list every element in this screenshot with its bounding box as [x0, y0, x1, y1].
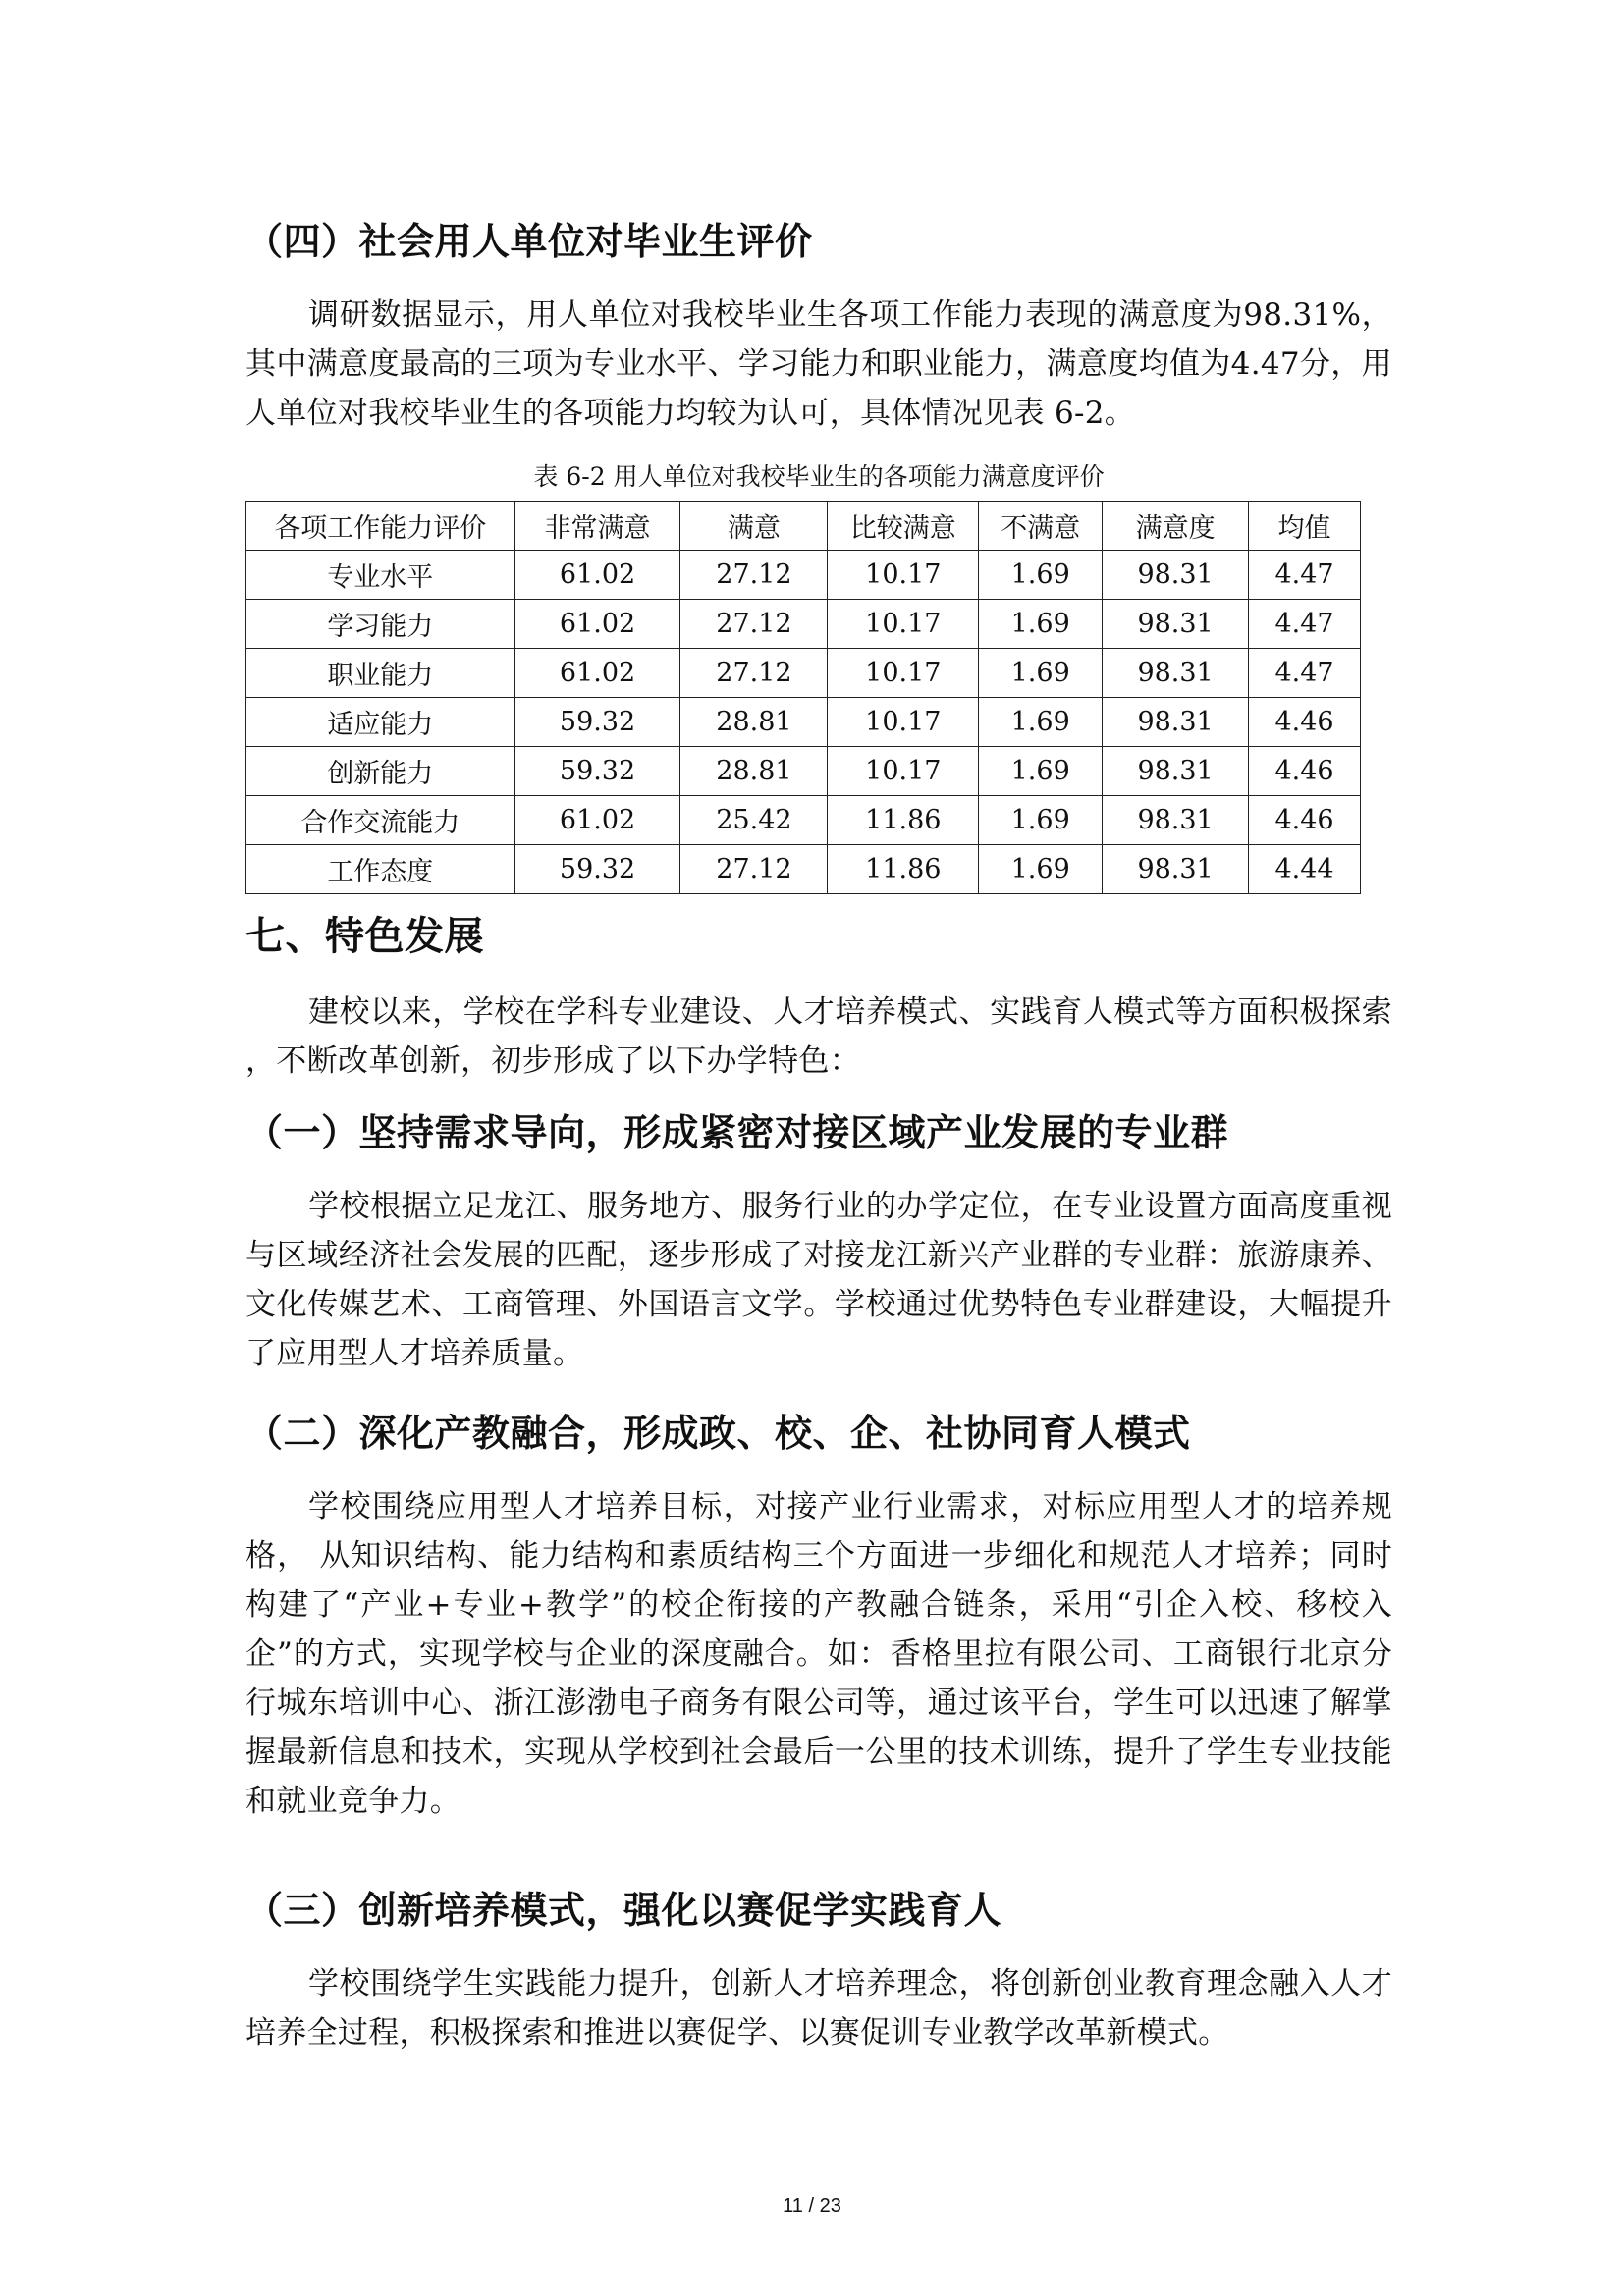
table-cell: 61.02: [514, 796, 680, 845]
table-cell: 4.47: [1249, 600, 1361, 649]
table-cell: 4.47: [1249, 649, 1361, 698]
subsection-2-paragraph: 学校围绕应用型人才培养目标，对接产业行业需求，对标应用型人才的培养规格， 从知识结构、能力结构和素质结构三个方面进一步细化和规范人才培养；同时构建了“产业+专业+教学”的校企衔接的产教融合链条，采用“引企入校、移校入企”的方式，实现学校与企业的深度融合。如：香格里拉有限公司、工商银行北京分行城东培训中心、浙江澎渤电子商务有限公司等，通过该平台，学生可以迅速了解掌握最新信息和技术，实现从学校到社会最后一公里的技术训练，提升了学生专业技能和就业竞争力。: [245, 1489, 1392, 1819]
section-7-heading: 七、特色发展: [245, 914, 484, 959]
table-caption: 表 6-2 用人单位对我校毕业生的各项能力满意度评价: [533, 462, 1105, 491]
table-cell: 27.12: [680, 649, 828, 698]
subsection-3-paragraph: 学校围绕学生实践能力提升，创新人才培养理念，将创新创业教育理念融入人才 培养全过程，积极探索和推进以赛促学、以赛促训专业教学改革新模式。: [245, 1966, 1392, 2051]
table-cell: 98.31: [1103, 747, 1249, 796]
table-cell: 10.17: [828, 600, 979, 649]
subsection-2-heading: （二）深化产教融合，形成政、校、企、社协同育人模式: [245, 1412, 1191, 1455]
table-cell: 98.31: [1103, 698, 1249, 747]
table-row: [246, 600, 1361, 649]
table-cell: 1.69: [979, 845, 1103, 894]
table-cell: 98.31: [1103, 600, 1249, 649]
subsection-1-paragraph: 学校根据立足龙江、服务地方、服务行业的办学定位，在专业设置方面高度重视与区域经济社会发展的匹配，逐步形成了对接龙江新兴产业群的专业群：旅游康养、文化传媒艺术、工商管理、外国语言文学。学校通过优势特色专业群建设，大幅提升了应用型人才培养质量。: [245, 1189, 1392, 1371]
table-cell: 4.46: [1249, 698, 1361, 747]
table-cell: 61.02: [514, 600, 680, 649]
table-cell: 学习能力: [246, 600, 515, 649]
table-cell: 10.17: [828, 698, 979, 747]
table-cell: 1.69: [979, 600, 1103, 649]
table-cell: 工作态度: [246, 845, 515, 894]
table-cell: 27.12: [680, 845, 828, 894]
table-cell: 适应能力: [246, 698, 515, 747]
table-cell: 合作交流能力: [246, 796, 515, 845]
table-cell: 4.46: [1249, 747, 1361, 796]
section-4-paragraph: 调研数据显示，用人单位对我校毕业生各项工作能力表现的满意度为98.31%，其中满意度最高的三项为专业水平、学习能力和职业能力，满意度均值为4.47分，用人单位对我校毕业生的各项能力均较为认可，具体情况见表 6-2。: [245, 297, 1392, 431]
satisfaction-table: [245, 501, 1361, 894]
header-cell: 各项工作能力评价: [246, 502, 515, 551]
table-cell: 1.69: [979, 551, 1103, 600]
table-row: [246, 551, 1361, 600]
table-cell: 10.17: [828, 649, 979, 698]
header-cell: 均值: [1249, 502, 1361, 551]
table-cell: 27.12: [680, 551, 828, 600]
section-4-heading: （四）社会用人单位对毕业生评价: [245, 220, 813, 263]
table-cell: 1.69: [979, 698, 1103, 747]
table-cell: 11.86: [828, 845, 979, 894]
table-row: [246, 698, 1361, 747]
table-cell: 59.32: [514, 845, 680, 894]
table-row: [246, 845, 1361, 894]
table-cell: 59.32: [514, 747, 680, 796]
table-cell: 28.81: [680, 698, 828, 747]
table-header-row: [246, 502, 1361, 551]
table-row: [246, 649, 1361, 698]
table-cell: 98.31: [1103, 649, 1249, 698]
subsection-1-heading: （一）坚持需求导向，形成紧密对接区域产业发展的专业群: [245, 1111, 1229, 1154]
table-cell: 28.81: [680, 747, 828, 796]
header-cell: 非常满意: [514, 502, 680, 551]
table-cell: 27.12: [680, 600, 828, 649]
table-cell: 1.69: [979, 796, 1103, 845]
table-cell: 59.32: [514, 698, 680, 747]
section-7-paragraph: 建校以来，学校在学科专业建设、人才培养模式、实践育人模式等方面积极探索 ，不断改革创新，初步形成了以下办学特色：: [245, 994, 1392, 1079]
table-cell: 1.69: [979, 747, 1103, 796]
table-cell: 创新能力: [246, 747, 515, 796]
table-cell: 4.46: [1249, 796, 1361, 845]
table-cell: 98.31: [1103, 796, 1249, 845]
table-cell: 98.31: [1103, 551, 1249, 600]
table-cell: 4.47: [1249, 551, 1361, 600]
table-cell: 1.69: [979, 649, 1103, 698]
table-cell: 专业水平: [246, 551, 515, 600]
table-cell: 10.17: [828, 747, 979, 796]
table-row: [246, 747, 1361, 796]
table-cell: 61.02: [514, 551, 680, 600]
table-row: [246, 796, 1361, 845]
header-cell: 比较满意: [828, 502, 979, 551]
table-cell: 98.31: [1103, 845, 1249, 894]
table-cell: 11.86: [828, 796, 979, 845]
table-cell: 10.17: [828, 551, 979, 600]
table-cell: 职业能力: [246, 649, 515, 698]
page-number: 11 / 23: [783, 2195, 841, 2216]
table-cell: 61.02: [514, 649, 680, 698]
subsection-3-heading: （三）创新培养模式，强化以赛促学实践育人: [245, 1889, 1002, 1932]
header-cell: 满意度: [1103, 502, 1249, 551]
table-cell: 4.44: [1249, 845, 1361, 894]
header-cell: 满意: [680, 502, 828, 551]
table-cell: 25.42: [680, 796, 828, 845]
header-cell: 不满意: [979, 502, 1103, 551]
